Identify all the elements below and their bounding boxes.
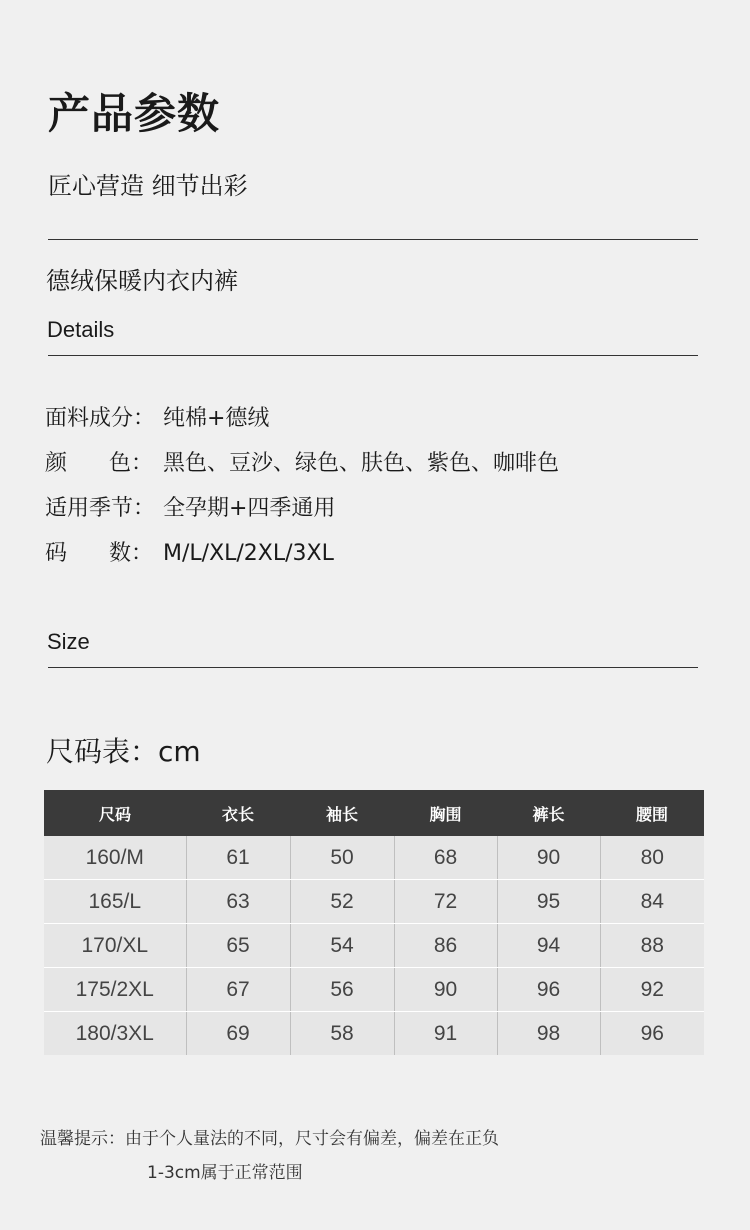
- table-cell: 98: [497, 1012, 600, 1056]
- size-note: 温馨提示：由于个人量法的不同，尺寸会有偏差，偏差在正负: [40, 1129, 499, 1149]
- table-cell: 86: [394, 924, 497, 968]
- table-cell: 69: [186, 1012, 290, 1056]
- table-cell: 56: [290, 968, 394, 1012]
- table-cell: 160/M: [44, 836, 186, 880]
- table-cell: 95: [497, 880, 600, 924]
- spec-label: 适用季节：: [45, 496, 156, 521]
- spec-label: 码 数：: [45, 541, 153, 566]
- table-row: [44, 1012, 704, 1056]
- table-cell: 92: [600, 968, 704, 1012]
- table-cell: 58: [290, 1012, 394, 1056]
- spec-row-fabric: [45, 403, 269, 435]
- spec-value: 全孕期+四季通用: [163, 496, 336, 521]
- table-row: [44, 836, 704, 880]
- spec-row-sizes: [45, 538, 334, 570]
- spec-row-season: [45, 493, 335, 525]
- divider: [48, 355, 698, 356]
- table-header-row: [44, 790, 704, 836]
- table-cell: 61: [186, 836, 290, 880]
- table-cell: 96: [497, 968, 600, 1012]
- column-header: 腰围: [600, 790, 704, 836]
- table-cell: 170/XL: [44, 924, 186, 968]
- column-header: 胸围: [394, 790, 497, 836]
- column-header: 裤长: [497, 790, 600, 836]
- column-header: 尺码: [44, 790, 186, 836]
- table-cell: 80: [600, 836, 704, 880]
- table-cell: 50: [290, 836, 394, 880]
- details-label: Details: [47, 317, 115, 342]
- spec-value: 纯棉+德绒: [163, 406, 270, 431]
- spec-value: 黑色、豆沙、绿色、肤色、紫色、咖啡色: [163, 451, 560, 476]
- table-cell: 72: [394, 880, 497, 924]
- size-table: [44, 790, 704, 1055]
- product-name: 德绒保暖内衣内裤: [46, 267, 238, 295]
- table-cell: 175/2XL: [44, 968, 186, 1012]
- table-cell: 63: [186, 880, 290, 924]
- table-cell: 90: [394, 968, 497, 1012]
- size-note-range: 1-3cm属于正常范围: [147, 1163, 303, 1183]
- divider: [48, 239, 698, 240]
- table-row: [44, 924, 704, 968]
- table-row: [44, 968, 704, 1012]
- table-cell: 67: [186, 968, 290, 1012]
- table-row: [44, 880, 704, 924]
- spec-label: 面料成分：: [45, 406, 156, 431]
- table-cell: 91: [394, 1012, 497, 1056]
- table-cell: 52: [290, 880, 394, 924]
- table-cell: 68: [394, 836, 497, 880]
- size-table-heading: 尺码表：cm: [46, 735, 201, 768]
- page-title: 产品参数: [48, 89, 221, 138]
- divider: [48, 667, 698, 668]
- page-subtitle: 匠心营造 细节出彩: [48, 172, 248, 200]
- table-cell: 65: [186, 924, 290, 968]
- table-cell: 54: [290, 924, 394, 968]
- table-cell: 165/L: [44, 880, 186, 924]
- spec-value: M/L/XL/2XL/3XL: [163, 541, 334, 566]
- column-header: 衣长: [186, 790, 290, 836]
- size-label: Size: [47, 629, 90, 654]
- column-header: 袖长: [290, 790, 394, 836]
- table-cell: 96: [600, 1012, 704, 1056]
- table-cell: 84: [600, 880, 704, 924]
- spec-label: 颜 色：: [45, 451, 153, 476]
- spec-row-color: [45, 448, 559, 480]
- table-cell: 94: [497, 924, 600, 968]
- table-cell: 90: [497, 836, 600, 880]
- table-cell: 180/3XL: [44, 1012, 186, 1056]
- table-cell: 88: [600, 924, 704, 968]
